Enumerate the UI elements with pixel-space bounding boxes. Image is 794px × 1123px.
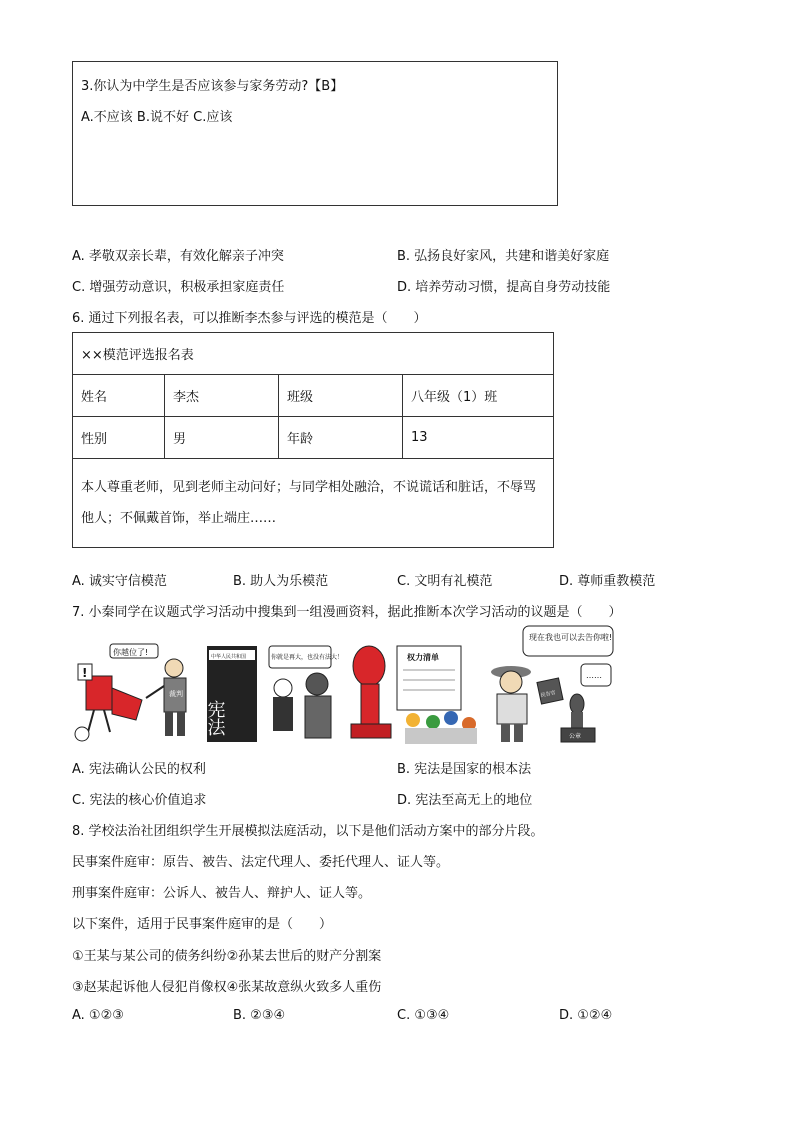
table-title: ××模范评选报名表 bbox=[73, 333, 554, 375]
table-cell: 姓名 bbox=[73, 375, 165, 417]
comic-citizen-sues bbox=[487, 633, 617, 746]
table-row bbox=[73, 417, 554, 459]
comic-text: 中华人民共和国 bbox=[211, 654, 247, 660]
table-cell: 李杰 bbox=[165, 375, 279, 417]
q5-option-b: B. 弘扬良好家风，共建和谐美好家庭 bbox=[397, 249, 610, 264]
q8-option-b: B. ②③④ bbox=[233, 1008, 286, 1023]
table-note: 本人尊重老师，见到老师主动问好；与同学相处融洽，不说谎话和脏话，不辱骂他人；不佩戴首饰，举止端庄…… bbox=[73, 459, 554, 548]
table-row bbox=[73, 375, 554, 417]
q8-cases-3-4: ③赵某起诉他人侵犯肖像权④张某故意纵火致多人重伤 bbox=[72, 980, 382, 995]
survey-question: 3.你认为中学生是否应该参与家务劳动?【B】 bbox=[81, 79, 344, 94]
comic-power-list bbox=[347, 640, 481, 746]
q6-stem: 6. 通过下列报名表，可以推断李杰参与评选的模范是（ ） bbox=[72, 311, 427, 326]
q5-option-d: D. 培养劳动习惯，提高自身劳动技能 bbox=[397, 280, 611, 295]
q6-option-b: B. 助人为乐模范 bbox=[233, 574, 329, 589]
comic-referee bbox=[72, 640, 204, 746]
q7-option-d: D. 宪法至高无上的地位 bbox=[397, 793, 533, 808]
q7-stem: 7. 小秦同学在议题式学习活动中搜集到一组漫画资料，据此推断本次学习活动的议题是（ ） bbox=[72, 605, 622, 620]
q6-option-d: D. 尊师重教模范 bbox=[559, 574, 656, 589]
comic-text: 权力清单 bbox=[407, 653, 439, 662]
table-cell: 13 bbox=[403, 417, 554, 459]
comic-text: 宪法 bbox=[204, 700, 226, 736]
table-cell: 男 bbox=[165, 417, 279, 459]
q5-option-a: A. 孝敬双亲长辈，有效化解亲子冲突 bbox=[72, 249, 284, 264]
q6-option-c: C. 文明有礼模范 bbox=[397, 574, 493, 589]
comic-text: ! bbox=[82, 666, 88, 680]
table-cell: 年龄 bbox=[279, 417, 403, 459]
comic-text: 你越位了! bbox=[113, 648, 149, 657]
q8-option-d: D. ①②④ bbox=[559, 1008, 613, 1023]
survey-options: A.不应该 B.说不好 C.应该 bbox=[81, 110, 233, 125]
table-cell: 八年级（1）班 bbox=[403, 375, 554, 417]
q8-cases-1-2: ①王某与某公司的债务纠纷②孙某去世后的财产分割案 bbox=[72, 949, 382, 964]
comic-text: 现在我也可以去告你啦! bbox=[529, 633, 613, 642]
q5-option-c: C. 增强劳动意识，积极承担家庭责任 bbox=[72, 280, 285, 295]
comic-constitution bbox=[205, 640, 343, 746]
table-cell: 性别 bbox=[73, 417, 165, 459]
q6-option-a: A. 诚实守信模范 bbox=[72, 574, 167, 589]
registration-table bbox=[72, 332, 554, 548]
q8-civil: 民事案件庭审：原告、被告、法定代理人、委托代理人、证人等。 bbox=[72, 855, 450, 870]
q7-option-c: C. 宪法的核心价值追求 bbox=[72, 793, 207, 808]
q7-option-b: B. 宪法是国家的根本法 bbox=[397, 762, 532, 777]
q8-option-a: A. ①②③ bbox=[72, 1008, 124, 1023]
q8-ask: 以下案件，适用于民事案件庭审的是（ ） bbox=[72, 917, 333, 932]
comic-text: …… bbox=[586, 671, 602, 680]
comic-text: 公章 bbox=[569, 733, 582, 740]
table-cell: 班级 bbox=[279, 375, 403, 417]
comic-text: 民告官 bbox=[540, 689, 557, 699]
q8-option-c: C. ①③④ bbox=[397, 1008, 450, 1023]
q8-criminal: 刑事案件庭审：公诉人、被告人、辩护人、证人等。 bbox=[72, 886, 372, 901]
q8-stem: 8. 学校法治社团组织学生开展模拟法庭活动，以下是他们活动方案中的部分片段。 bbox=[72, 824, 544, 839]
q7-option-a: A. 宪法确认公民的权利 bbox=[72, 762, 206, 777]
comic-text: 裁判 bbox=[169, 690, 183, 698]
comic-text: 你就是再大，也没有法大！ bbox=[271, 654, 344, 661]
